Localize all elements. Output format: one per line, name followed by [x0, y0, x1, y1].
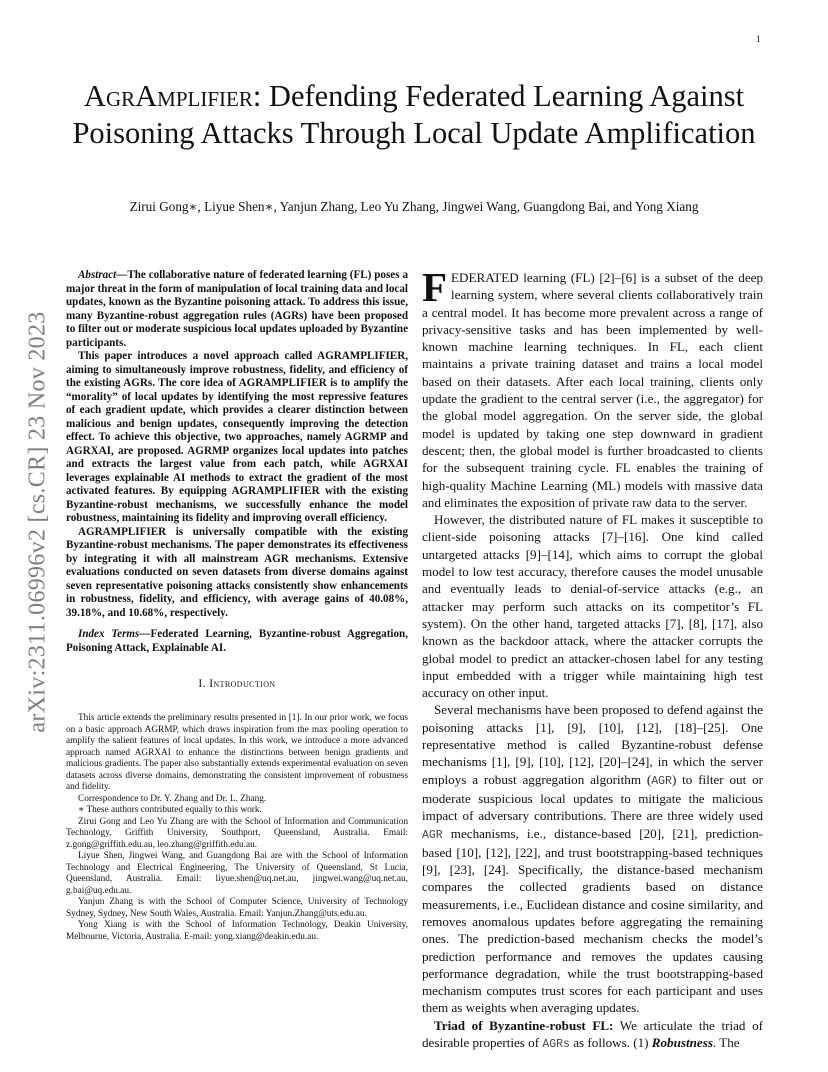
intro-paragraph-4-c: . The — [712, 1035, 740, 1051]
intro-paragraph-1 — [422, 264, 763, 511]
index-terms-text: Federated Learning, Byzantine-robust Aggregation, Poisoning Attack, Explainable AI. — [66, 628, 408, 654]
agr-term: AGR — [422, 828, 443, 842]
abstract-paragraph-3: AGRAMPLIFIER is universally compatible with the existing Byzantine-robust mechanisms. The paper demonstrates its effectiveness by integrating it with all mainstream AGR mechanisms. Extensive evaluations conducted on seven datasets from diverse domains against seven representative poisoning attacks consistently show enhancements in robustness, fidelity, and efficiency, with average gains of 40.08%, 39.18%, and 10.68%, respectively. — [66, 525, 408, 619]
title-system-name: AgrAmplifier — [83, 79, 253, 113]
index-terms — [66, 628, 408, 655]
footnote: Yanjun Zhang is with the School of Computer Science, University of Technology Sydney, Sydney, New South Wales, Australia. Email: Yanjun.Zhang@uts.edu.au. — [66, 897, 408, 919]
intro-paragraph-3-a: Several mechanisms have been proposed to defend against the poisoning attacks [1], [9], [10], [12], [18]–[25]. One representative method is called Byzantine-robust defense mechanisms [1], [9], [10], [12], [20]–[24], in which the server employs a robust aggregation algorithm ( — [422, 702, 763, 787]
triad-heading: Triad of Byzantine-robust FL: — [434, 1017, 614, 1033]
intro-paragraph-4-b: as follows. (1) — [569, 1035, 652, 1051]
intro-paragraph-2: However, the distributed nature of FL makes it susceptible to client-side poisoning attacks [7]–[16]. One kind called untargeted attacks [9]–[14], which aims to corrupt the global model to low test accuracy, therefore causes the model unusable and eventually leads to denial-of-service attacks (e.g., an attacker may perform such attacks on its competitor’s FL system). On the other hand, targeted attacks [7], [8], [17], also known as the backdoor attack, where the attacker corrupts the global model to predict an attacker-chosen label for any testing input embedded with a trigger while maintaining high test accuracy on other input. — [422, 512, 763, 701]
footnote: Liyue Shen, Jingwei Wang, and Guangdong Bai are with the School of Information Technology and Electrical Engineering, The University of Queensland, St Lucia, Queensland, Australia. Email: liyue.shen@uq.net.au, jingwei.wang@uq.net.au, g.bai@uq.edu.au. — [66, 851, 408, 896]
agr-term: AGR — [651, 774, 672, 788]
intro-paragraph-4 — [422, 1017, 763, 1054]
robustness-term: Robustness — [651, 1035, 713, 1051]
arxiv-stamp-text: arXiv:2311.06996v2 [cs.CR] 23 Nov 2023 — [24, 311, 51, 733]
footnote: This article extends the preliminary results presented in [1]. In our prior work, we focus on a basic approach AGRMP, which draws inspiration from the max pooling operation to amplify the salient features of local updates. In this work, we introduce a more advanced approach named AGRXAI to enhance the distinctions between benign gradients and malicious gradients. The paper also substantially extends experimental evaluation on seven datasets across diverse domains, demonstrating the consistent improvement of robustness and fidelity. — [66, 713, 408, 792]
intro-paragraph-1-text: EDERATED learning (FL) [2]–[6] is a subset of the deep learning system, where several clients collaboratively train a central model. It has become more prevalent across a range of privacy-sensitive tasks and has been implemented by well-known machine learning techniques. In FL, each client maintains a private training dataset and trains a local model based on their datasets. After each local training, clients only update the gradient to the central server (i.e., the aggregator) for the global model aggregation. On the server side, the global model is updated by taking one step downward in gradient descent; then, the global model is further broadcasted to clients for the subsequent training cycle. FL enables the training of high-quality Machine Learning (ML) models with massive data and eliminates the exposition of private raw data to the server. — [422, 270, 763, 510]
section-number: I. — [198, 678, 206, 690]
author-list: Zirui Gong∗, Liyue Shen∗, Yanjun Zhang, Leo Yu Zhang, Jingwei Wang, Guangdong Bai, and Yong Xiang — [129, 199, 699, 214]
right-column — [422, 264, 764, 1053]
footnote: Yong Xiang is with the School of Information Technology, Deakin University, Melbourne, Victoria, Australia. E-mail: yong.xiang@deakin.edu.au. — [66, 920, 408, 942]
paper-title — [60, 78, 768, 152]
footnotes — [66, 713, 408, 943]
agrs-term: AGRs — [542, 1038, 570, 1052]
abstract-paragraph-1: The collaborative nature of federated learning (FL) poses a major threat in the form of manipulation of local training data and local updates, known as the Byzantine poisoning attack. To address this issue, many Byzantine-robust aggregation rules (AGRs) have been proposed to filter out or moderate suspicious local updates uploaded by Byzantine participants. — [66, 269, 408, 349]
left-column — [66, 269, 408, 943]
index-terms-label: Index Terms— — [78, 628, 151, 640]
intro-paragraph-3-c: mechanisms, i.e., distance-based [20], [21], prediction-based [10], [12], [22], and trust bootstrapping-based techniques [9], [23], [24]. Specifically, the distance-based mechanism compares the collected gradients based on distance measurements, i.e., Euclidean distance and cosine similarity, and removes anomalous updates before aggregating the remaining ones. The prediction-based mechanism checks the model’s prediction performance and removes the updates causing performance degradation, while the trust bootstrapping-based mechanism computes trust scores for each participant and uses them as weights when averaging updates. — [422, 825, 763, 1016]
section-heading — [66, 678, 408, 690]
drop-cap: F — [422, 264, 448, 310]
footnote: ∗ These authors contributed equally to this work. — [78, 805, 262, 815]
abstract-label: Abstract— — [78, 269, 128, 281]
intro-paragraph-3 — [422, 701, 763, 1016]
footnote: Zirui Gong and Leo Yu Zhang are with the School of Information and Communication Technology, Griffith University, Southport, Queensland, Australia. Email: z.gong@griffith.edu.au, leo.zhang@griffith.edu.au. — [66, 816, 408, 850]
footnote: Correspondence to Dr. Y. Zhang and Dr. L. Zhang. — [78, 793, 267, 804]
abstract-paragraph-2: This paper introduces a novel approach called AGRAMPLIFIER, aiming to simultaneously improve robustness, fidelity, and efficiency of the existing AGRs. The core idea of AGRAMPLIFIER is to amplify the “morality” of local updates by identifying the most repressive features of each gradient update, which provides a clearer distinction between malicious and benign updates, consequently improving the detection effect. To achieve this objective, two approaches, namely AGRMP and AGRXAI, are proposed. AGRMP organizes local updates into patches and extracts the largest value from each patch, while AGRXAI leverages explainable AI methods to extract the gradient of the most activated features. By equipping AGRAMPLIFIER with the existing Byzantine-robust mechanisms, we successfully enhance the model robustness, maintaining its fidelity and improving overall efficiency. — [66, 350, 408, 524]
page-number: 1 — [756, 34, 761, 44]
abstract — [66, 269, 408, 620]
title-rest: : Defending Federated Learning Against Poisoning Attacks Through Local Update Amplification — [72, 79, 756, 150]
intro-paragraph-4-a: We articulate the triad of desirable properties of — [422, 1017, 764, 1051]
intro-paragraph-3-b: ) to filter out or moderate suspicious local updates to mitigate the malicious impact of adversary contributions. There are three widely used — [422, 771, 763, 824]
section-title: Introduction — [209, 678, 276, 690]
arxiv-stamp — [24, 283, 52, 761]
